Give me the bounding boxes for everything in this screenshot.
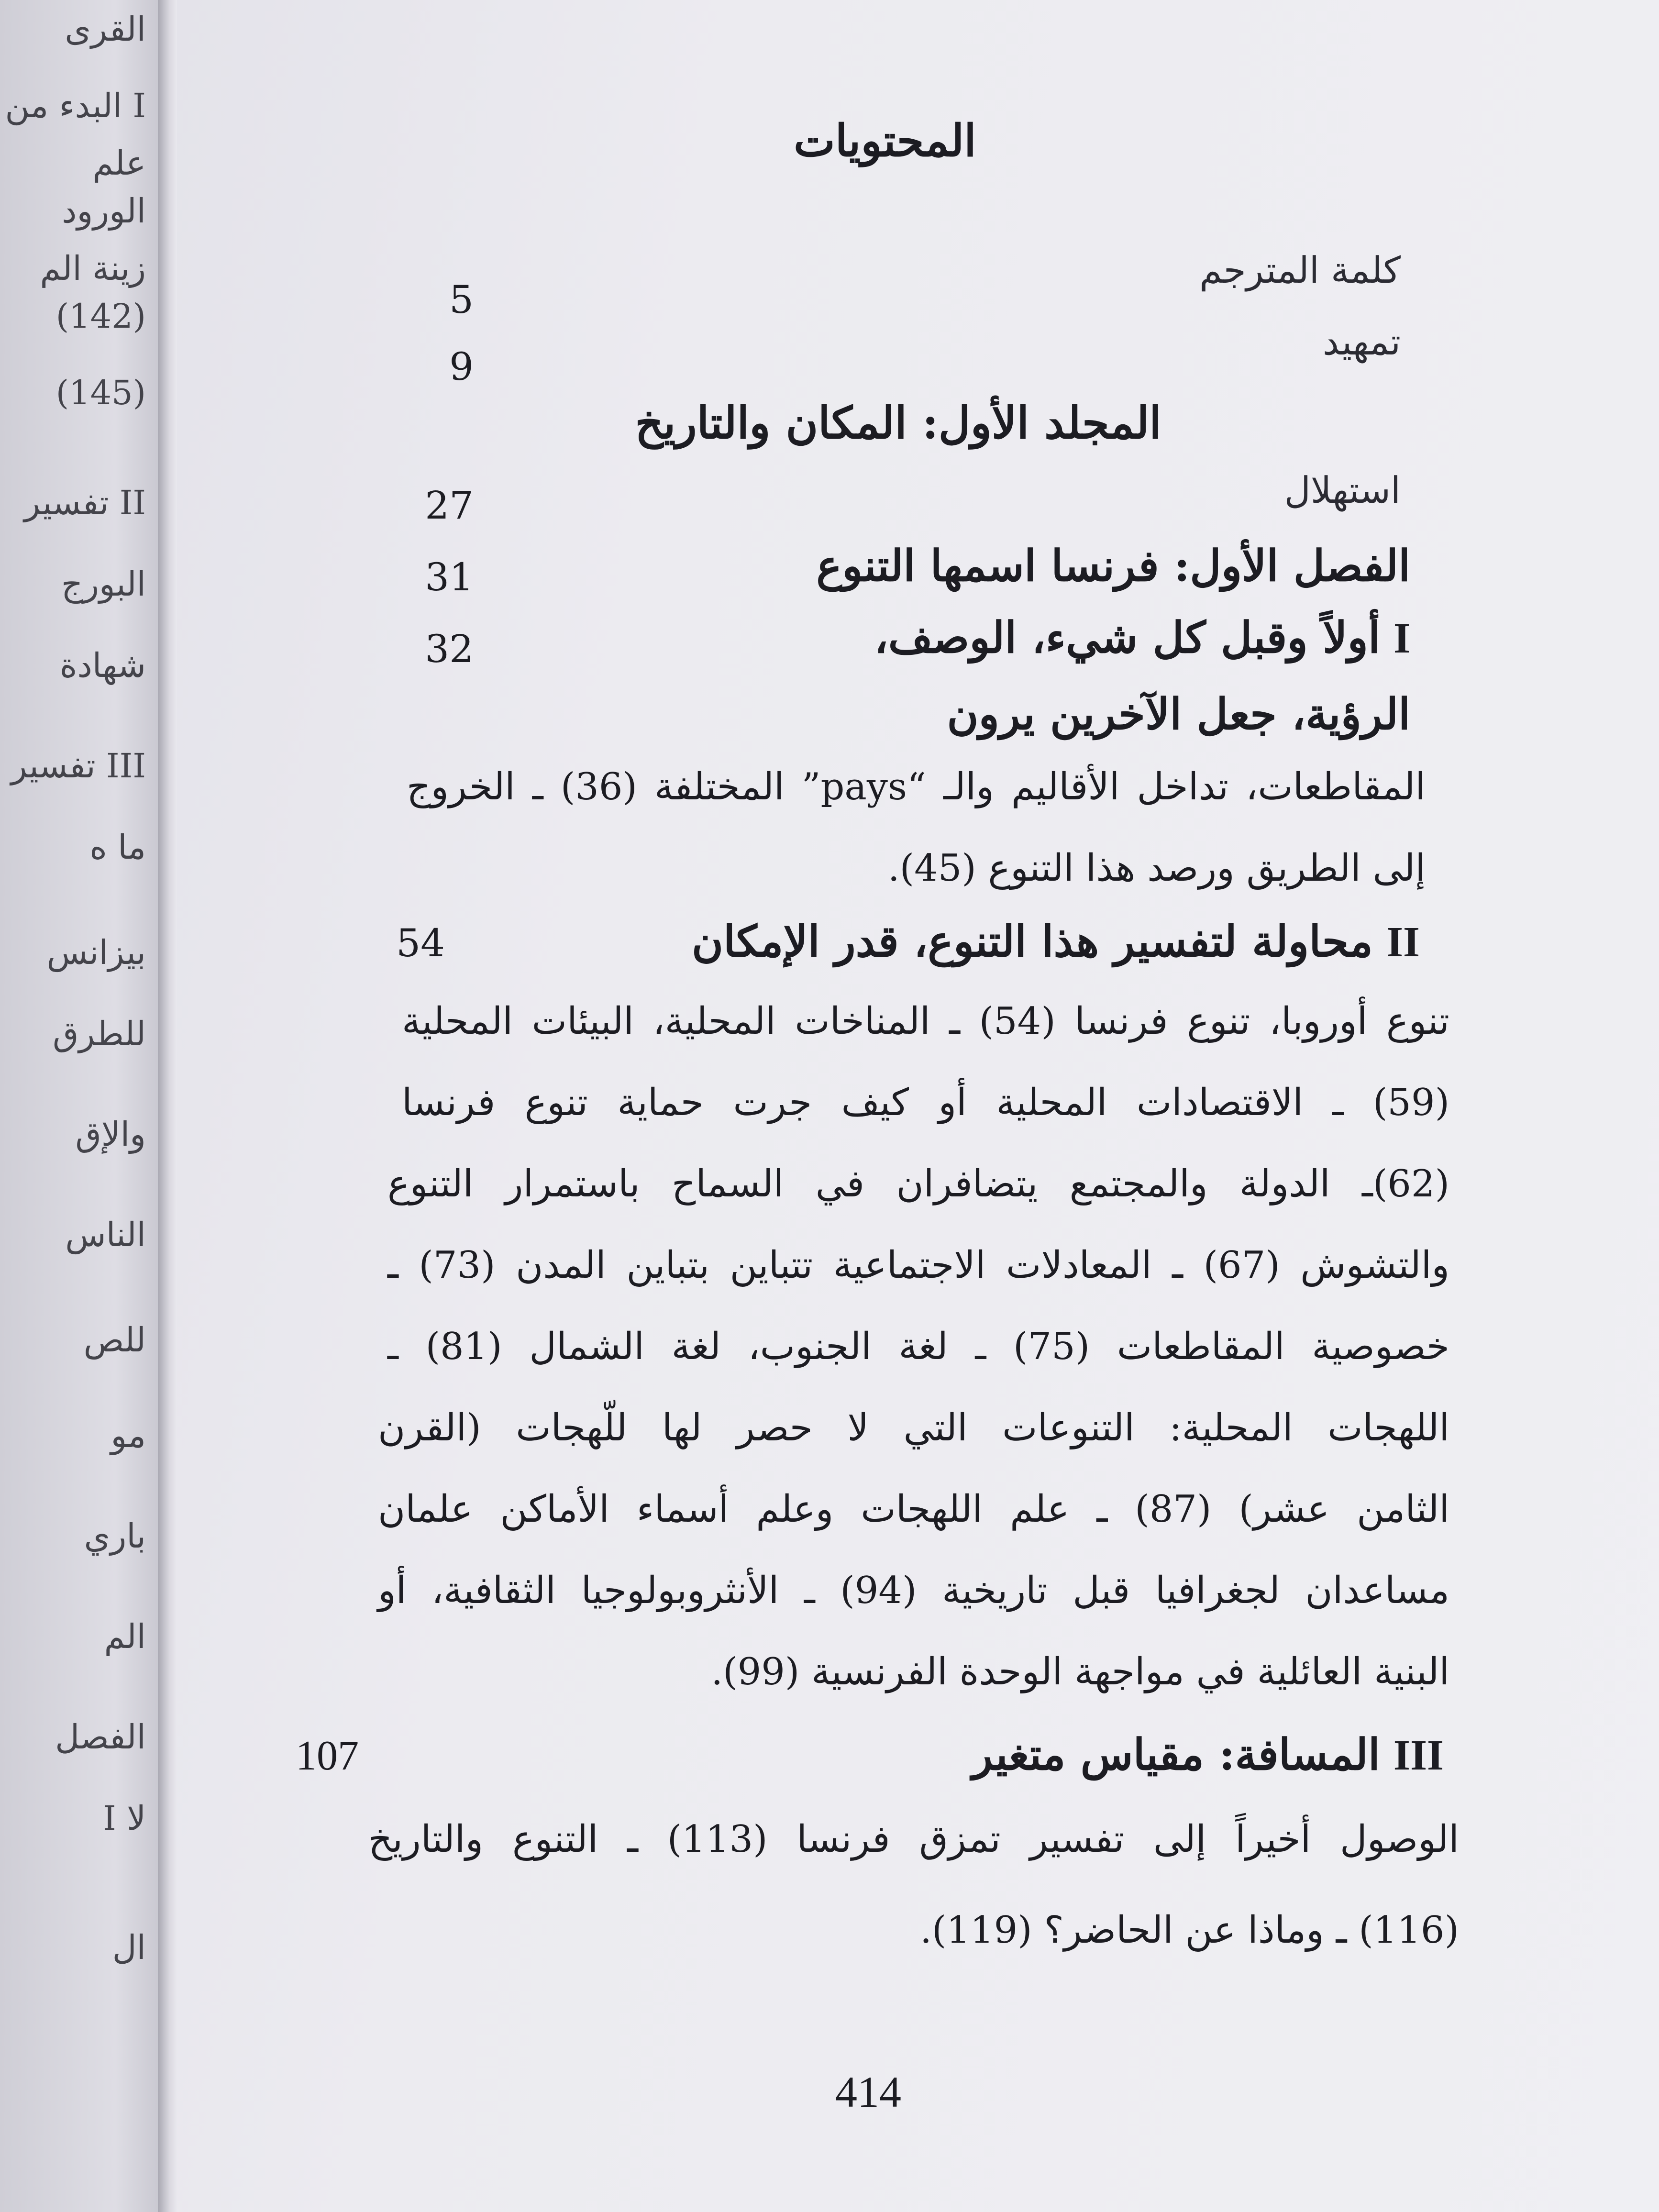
- facing-fragment: III تفسير: [11, 746, 146, 785]
- toc-entry-page: 9: [449, 344, 474, 389]
- section-details-line: الوصول أخيراً إلى تفسير تمزق فرنسا (113) ـ التنوع والتاريخ: [368, 1818, 1459, 1861]
- toc-entry-page: 27: [425, 483, 474, 528]
- volume-heading: المجلد الأول: المكان والتاريخ: [635, 397, 1161, 449]
- facing-fragment: مو: [111, 1416, 146, 1455]
- section-details-line: تنوع أوروبا، تنوع فرنسا (54) ـ المناخات المحلية، البيئات المحلية: [402, 1000, 1449, 1043]
- section-heading: [972, 1729, 1444, 1780]
- facing-fragment: القرى: [65, 10, 146, 49]
- facing-fragment: I البدء من: [5, 86, 146, 125]
- toc-entry-page: 54: [396, 921, 445, 965]
- section-details-line: (59) ـ الاقتصادات المحلية أو كيف جرت حماية تنوع فرنسا: [402, 1081, 1449, 1124]
- section-details-line: إلى الطريق ورصد هذا التنوع (45).: [887, 847, 1426, 890]
- section-details-line: والتشوش (67) ـ المعادلات الاجتماعية تتباين بتباين المدن (73) ـ: [387, 1244, 1449, 1287]
- facing-fragment: الناس: [65, 1215, 146, 1254]
- toc-entry-page: 5: [449, 277, 474, 322]
- facing-fragment: البورج: [61, 564, 146, 604]
- roman-numeral: II: [1386, 918, 1420, 966]
- facing-page: [0, 0, 165, 2212]
- facing-fragment: الم: [104, 1617, 146, 1656]
- section-details-line: (116) ـ وماذا عن الحاضر؟ (119).: [920, 1909, 1459, 1952]
- section-heading: [692, 916, 1420, 967]
- facing-fragment: الفصل: [55, 1717, 146, 1757]
- facing-fragment: للص: [83, 1320, 146, 1360]
- section-details-line: المقاطعات، تداخل الأقاليم والـ “pays” المختلفة (36) ـ الخروج: [407, 765, 1426, 808]
- facing-fragment: زينة الم: [40, 249, 146, 288]
- facing-fragment: ما ه: [89, 828, 146, 867]
- section-details-line: (62)ـ الدولة والمجتمع يتضافران في السماح باستمرار التنوع: [387, 1162, 1449, 1206]
- toc-entry-page: 32: [425, 627, 474, 671]
- section-title: المسافة: مقياس متغير: [972, 1729, 1380, 1780]
- facing-fragment: بيزانس: [46, 933, 146, 972]
- page-title: المحتويات: [794, 115, 976, 166]
- section-details-line: الثامن عشر) (87) ـ علم اللهجات وعلم أسماء الأماكن علمان: [378, 1488, 1449, 1531]
- facing-fragment: للطرق: [53, 1014, 146, 1053]
- roman-numeral: I: [1393, 615, 1410, 662]
- contents-page: [177, 0, 1659, 2212]
- facing-fragment: (142): [55, 297, 146, 336]
- page-number: 414: [835, 2068, 901, 2116]
- chapter-heading: الفصل الأول: فرنسا اسمها التنوع: [816, 541, 1410, 591]
- section-details-line: اللهجات المحلية: التنوعات التي لا حصر لها للّهجات (القرن: [378, 1406, 1449, 1449]
- toc-entry-page: 107: [296, 1733, 359, 1779]
- toc-entry-text: كلمة المترجم: [1199, 249, 1401, 291]
- facing-fragment: لا I: [103, 1799, 146, 1838]
- facing-fragment: والإق: [75, 1115, 146, 1154]
- facing-fragment: شهادة: [59, 646, 146, 685]
- book-gutter: [158, 0, 177, 2212]
- facing-fragment: II تفسير: [24, 483, 146, 522]
- section-title: أولاً وقبل كل شيء، الوصف،: [874, 612, 1380, 663]
- facing-fragment: علم: [92, 144, 146, 183]
- facing-fragment: (145): [55, 373, 146, 412]
- section-heading-continued: الرؤية، جعل الآخرين يرون: [947, 689, 1410, 740]
- facing-fragment: الورود: [62, 191, 146, 231]
- section-title: محاولة لتفسير هذا التنوع، قدر الإمكان: [692, 916, 1373, 967]
- section-details-line: مساعدان لجغرافيا قبل تاريخية (94) ـ الأنثروبولوجيا الثقافية، أو: [378, 1569, 1449, 1612]
- section-heading: [874, 612, 1410, 663]
- toc-entry-text: استهلال: [1284, 469, 1401, 511]
- facing-fragment: ال: [112, 1928, 146, 1967]
- section-details-line: البنية العائلية في مواجهة الوحدة الفرنسية (99).: [711, 1650, 1449, 1693]
- roman-numeral: III: [1393, 1732, 1444, 1779]
- toc-entry-text: تمهيد: [1323, 321, 1401, 363]
- facing-fragment: باري: [84, 1516, 146, 1556]
- section-details-line: خصوصية المقاطعات (75) ـ لغة الجنوب، لغة الشمال (81) ـ: [387, 1325, 1449, 1368]
- toc-entry-page: 31: [425, 555, 474, 599]
